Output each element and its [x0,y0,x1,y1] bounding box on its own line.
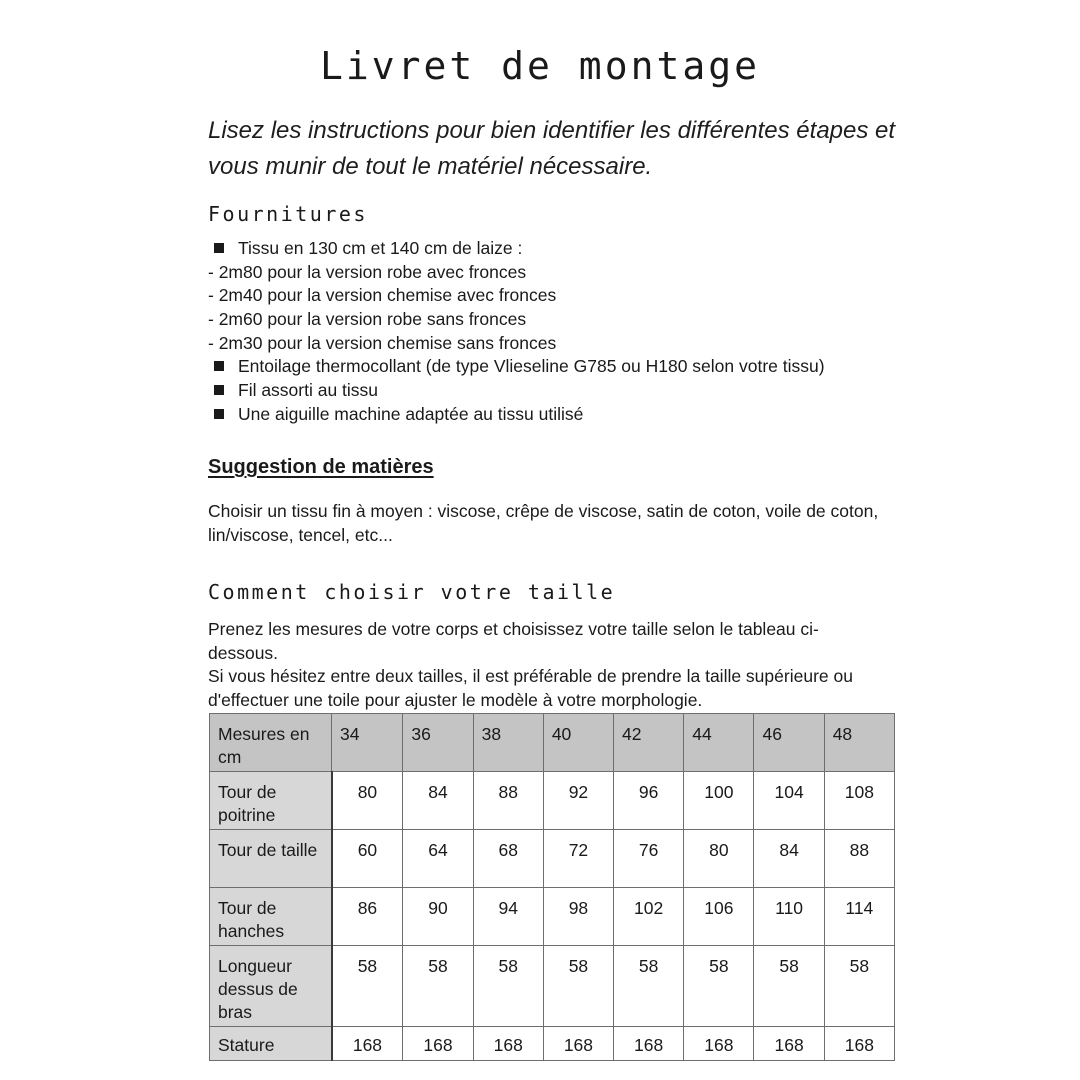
table-row [210,946,895,1027]
measure-value: 168 [684,1027,754,1061]
measure-value: 76 [614,830,684,888]
measure-value: 58 [473,946,543,1027]
measure-value: 90 [403,888,473,946]
sizing-text-2: Si vous hésitez entre deux tailles, il est préférable de prendre la taille supérieure ou d'effectuer une toile pour ajuster le modèle à votre morphologie. [208,666,853,710]
measure-value: 92 [543,772,613,830]
measure-value: 168 [332,1027,403,1061]
measure-value: 110 [754,888,824,946]
measure-value: 88 [473,772,543,830]
measure-value: 58 [754,946,824,1027]
measure-value: 58 [824,946,894,1027]
measure-label: Stature [210,1027,332,1061]
measure-value: 96 [614,772,684,830]
materials-heading: Suggestion de matières [208,456,434,478]
page-title: Livret de montage [320,44,760,88]
supply-item: - 2m30 pour la version chemise sans fronces [208,332,557,353]
supply-item: - 2m60 pour la version robe sans fronces [208,309,527,330]
sizing-text-1: Prenez les mesures de votre corps et choisissez votre taille selon le tableau ci-dessous. [208,619,819,663]
measure-value: 58 [614,946,684,1027]
measure-value: 86 [332,888,403,946]
measure-value: 58 [332,946,403,1027]
supply-item: Fil assorti au tissu [208,379,908,403]
size-header: 48 [824,714,894,772]
measure-value: 58 [543,946,613,1027]
table-row [210,772,895,830]
measure-value: 84 [403,772,473,830]
size-table-corner: Mesures en cm [210,714,332,772]
measure-value: 114 [824,888,894,946]
size-header: 40 [543,714,613,772]
measure-value: 168 [614,1027,684,1061]
size-header: 46 [754,714,824,772]
size-header: 44 [684,714,754,772]
measure-value: 88 [824,830,894,888]
measure-value: 72 [543,830,613,888]
size-table [209,713,895,1061]
measure-label: Tour de poitrine [210,772,332,830]
size-header: 42 [614,714,684,772]
size-header-row [210,714,895,772]
supply-item: - 2m80 pour la version robe avec fronces [208,261,527,282]
supply-item: Une aiguille machine adaptée au tissu utilisé [208,403,908,427]
measure-value: 168 [824,1027,894,1061]
measure-value: 98 [543,888,613,946]
measure-value: 64 [403,830,473,888]
measure-value: 84 [754,830,824,888]
size-header: 36 [403,714,473,772]
measure-value: 80 [684,830,754,888]
table-row [210,830,895,888]
measure-label: Longueur dessus de bras [210,946,332,1027]
supply-item: Entoilage thermocollant (de type Vlieseline G785 ou H180 selon votre tissu) [208,355,908,379]
supplies-list [208,237,908,427]
size-header: 34 [332,714,403,772]
measure-value: 168 [473,1027,543,1061]
measure-label: Tour de hanches [210,888,332,946]
table-row [210,888,895,946]
measure-value: 80 [332,772,403,830]
measure-value: 58 [684,946,754,1027]
measure-value: 106 [684,888,754,946]
supply-item: Tissu en 130 cm et 140 cm de laize : [208,237,908,261]
measure-value: 108 [824,772,894,830]
intro-text: Lisez les instructions pour bien identifier les différentes étapes et vous munir de tout le matériel nécessaire. [208,117,896,180]
measure-label: Tour de taille [210,830,332,888]
measure-value: 168 [543,1027,613,1061]
measure-value: 94 [473,888,543,946]
supply-item: - 2m40 pour la version chemise avec fronces [208,285,557,306]
measure-value: 168 [403,1027,473,1061]
supplies-heading: Fournitures [208,202,368,226]
measure-value: 68 [473,830,543,888]
measure-value: 168 [754,1027,824,1061]
measure-value: 60 [332,830,403,888]
size-header: 38 [473,714,543,772]
measure-value: 104 [754,772,824,830]
sizing-heading: Comment choisir votre taille [208,580,616,604]
measure-value: 100 [684,772,754,830]
materials-text: Choisir un tissu fin à moyen : viscose, crêpe de viscose, satin de coton, voile de coton, lin/viscose, tencel, etc... [208,501,879,545]
table-row [210,1027,895,1061]
measure-value: 58 [403,946,473,1027]
measure-value: 102 [614,888,684,946]
